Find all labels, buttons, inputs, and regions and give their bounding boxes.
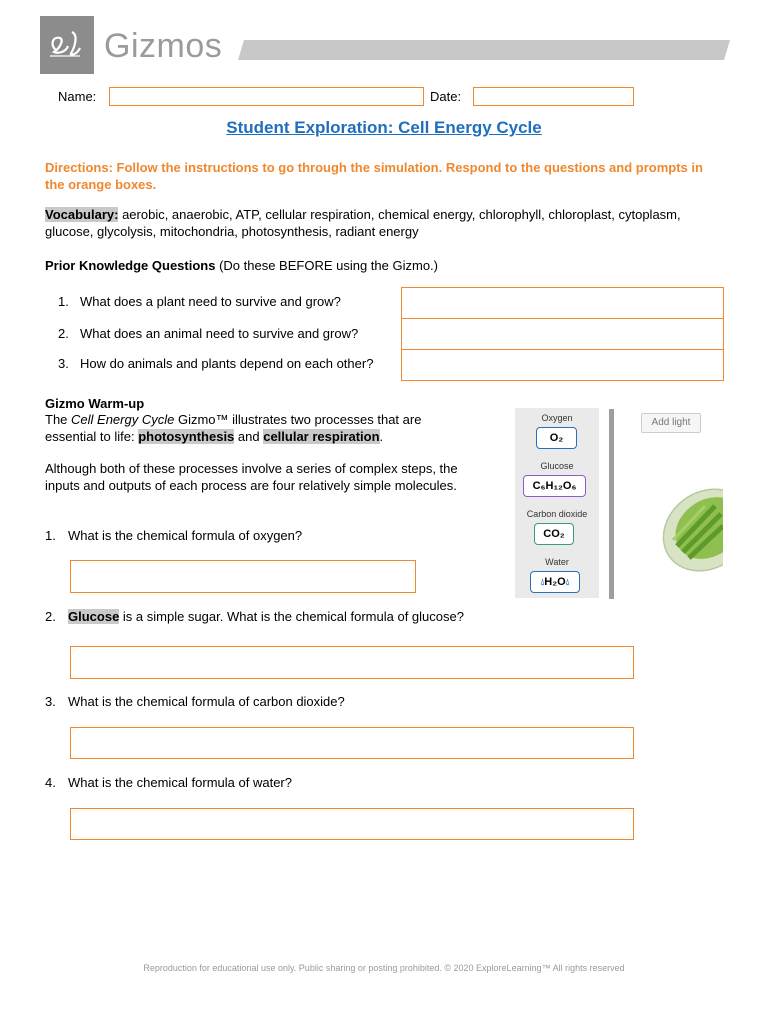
brand-name: Gizmos	[104, 27, 223, 65]
water-drop-icon: 💧︎	[540, 577, 545, 587]
photosynthesis-highlight: photosynthesis	[138, 428, 235, 444]
chloroplast-image	[655, 476, 723, 582]
prior-question-1	[58, 294, 341, 310]
question-text: How do animals and plants depend on each other?	[80, 356, 374, 371]
question-text: What does a plant need to survive and grow?	[80, 294, 341, 309]
prior-question-2	[58, 326, 359, 342]
water-drop-icon: 💧︎	[565, 577, 570, 587]
vocabulary-text: aerobic, anaerobic, ATP, cellular respiration, chemical energy, chlorophyll, chloroplast, cytoplasm, glucose, glycolysis, mitochondria, photosynthesis, radiant energy	[45, 207, 681, 239]
respiration-highlight: cellular respiration	[263, 428, 380, 444]
warmup-question-1	[45, 528, 303, 544]
question-text: What does an animal need to survive and grow?	[80, 326, 359, 341]
warmup-answer-box-4[interactable]	[70, 808, 634, 840]
warmup-question-4	[45, 775, 292, 791]
warmup-intro-text-2: Gizmo™ illustrates two processes that are essential to life:	[45, 412, 422, 444]
date-label: Date:	[430, 89, 462, 104]
question-number: 2.	[45, 609, 56, 624]
panel-divider	[609, 409, 614, 599]
prior-knowledge-heading	[45, 258, 725, 275]
prior-answer-box-3[interactable]	[401, 349, 724, 381]
prior-knowledge-note: (Do these BEFORE using the Gizmo.)	[215, 258, 438, 273]
header-bar	[238, 40, 730, 60]
water-formula: H₂O	[544, 576, 566, 588]
warmup-intro-italic: Cell Energy Cycle	[71, 412, 175, 427]
vocabulary-label: Vocabulary:	[45, 207, 119, 222]
warmup-intro-end: .	[379, 428, 384, 444]
warmup-paragraph-2: Although both of these processes involve a series of complex steps, the inputs and outputs of each process are four relatively simple molecules.	[45, 461, 458, 493]
warmup-answer-box-2[interactable]	[70, 646, 634, 679]
warmup-intro-text-1: The	[45, 412, 72, 427]
warmup-heading: Gizmo Warm-up	[45, 396, 145, 411]
question-number: 3.	[58, 356, 69, 371]
directions-text: Directions: Follow the instructions to go through the simulation. Respond to the questions and prompts in the orange boxes.	[45, 160, 703, 192]
el-logo-icon	[40, 16, 94, 74]
carbon-dioxide-label: Carbon dioxide	[526, 509, 588, 519]
question-text: is a simple sugar. What is the chemical formula of glucose?	[119, 609, 464, 624]
question-text: What is the chemical formula of water?	[68, 775, 292, 790]
question-number: 2.	[58, 326, 69, 341]
glucose-chip[interactable]: C₆H₁₂O₆	[523, 475, 586, 497]
question-text: What is the chemical formula of oxygen?	[68, 528, 303, 543]
page-title[interactable]: Student Exploration: Cell Energy Cycle	[226, 118, 542, 137]
question-number: 1.	[58, 294, 69, 309]
gizmo-molecule-panel	[515, 408, 599, 598]
warmup-question-3	[45, 694, 345, 710]
question-number: 4.	[45, 775, 56, 790]
warmup-answer-box-1[interactable]	[70, 560, 416, 593]
glucose-highlight: Glucose	[68, 609, 120, 624]
question-number: 1.	[45, 528, 56, 543]
warmup-intro	[45, 412, 465, 445]
prior-question-3	[58, 356, 374, 372]
vocabulary-block	[45, 207, 725, 240]
name-field[interactable]	[109, 87, 424, 106]
add-light-button[interactable]: Add light	[641, 413, 701, 433]
warmup-intro-and: and	[234, 428, 264, 444]
prior-answer-box-1[interactable]	[401, 287, 724, 319]
gizmos-logo	[40, 16, 94, 74]
question-text: What is the chemical formula of carbon dioxide?	[68, 694, 345, 709]
name-label: Name:	[58, 89, 97, 104]
oxygen-chip[interactable]: O₂	[536, 427, 577, 449]
question-number: 3.	[45, 694, 56, 709]
prior-knowledge-title: Prior Knowledge Questions	[45, 258, 216, 273]
glucose-label: Glucose	[540, 461, 574, 471]
carbon-dioxide-chip[interactable]: CO₂	[534, 523, 574, 545]
copyright-footer: Reproduction for educational use only. Public sharing or posting prohibited. © 2020 ExploreLearning™ All rights reserved	[143, 963, 625, 973]
warmup-answer-box-3[interactable]	[70, 727, 634, 759]
date-field[interactable]	[473, 87, 634, 106]
oxygen-label: Oxygen	[541, 413, 573, 423]
prior-answer-box-2[interactable]	[401, 318, 724, 350]
warmup-question-2	[45, 609, 464, 625]
water-label: Water	[545, 557, 569, 567]
water-chip[interactable]	[530, 571, 580, 593]
